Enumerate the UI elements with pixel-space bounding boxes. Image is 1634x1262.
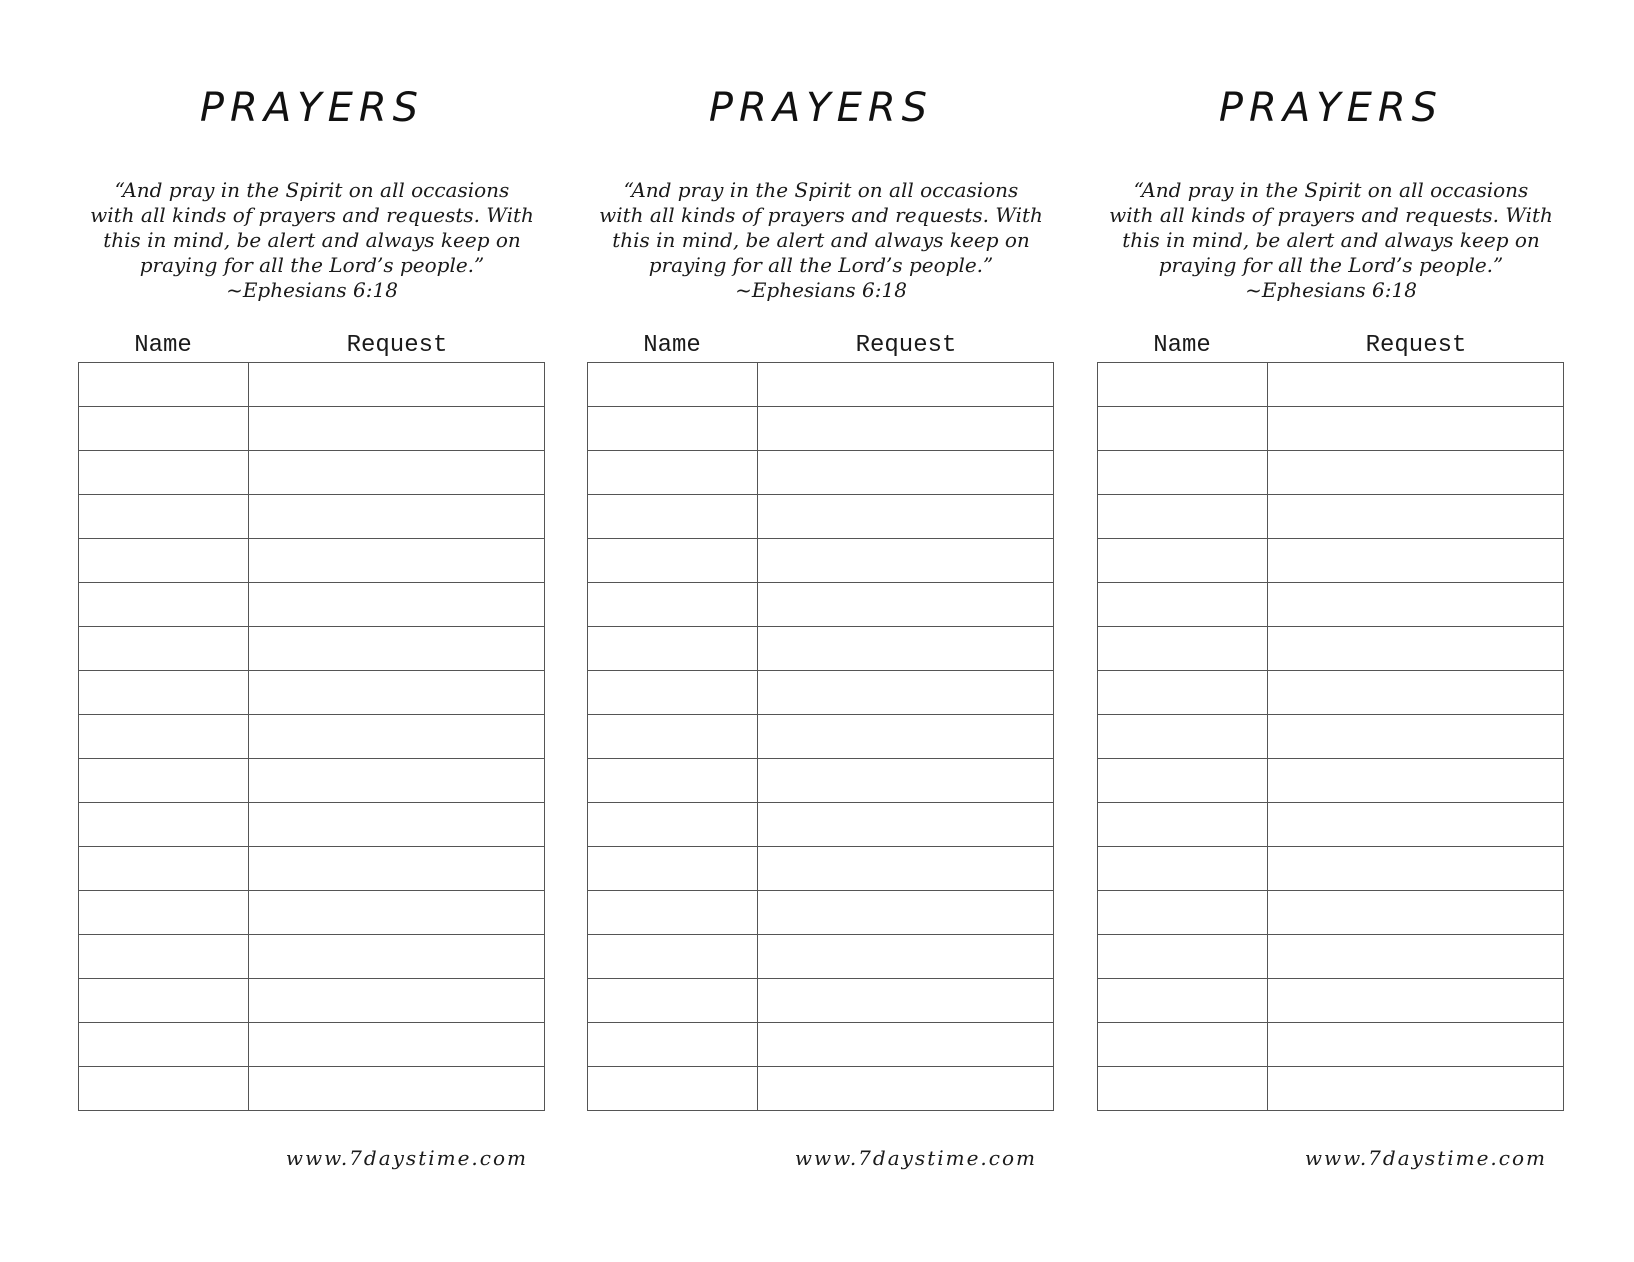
- request-cell[interactable]: [1268, 935, 1564, 979]
- request-cell[interactable]: [758, 803, 1054, 847]
- name-cell[interactable]: [1098, 891, 1268, 935]
- table-row: [588, 539, 1054, 583]
- request-cell[interactable]: [249, 891, 545, 935]
- name-cell[interactable]: [588, 935, 758, 979]
- verse-line: “And pray in the Spirit on all occasions: [114, 178, 510, 202]
- name-cell[interactable]: [1098, 363, 1268, 407]
- request-cell[interactable]: [1268, 539, 1564, 583]
- table-row: [588, 671, 1054, 715]
- request-cell[interactable]: [758, 627, 1054, 671]
- name-cell[interactable]: [588, 979, 758, 1023]
- panel-title: PRAYERS: [1218, 85, 1444, 131]
- name-cell[interactable]: [79, 759, 249, 803]
- verse-line: this in mind, be alert and always keep on: [103, 228, 521, 252]
- name-cell[interactable]: [588, 671, 758, 715]
- table-row: [79, 627, 545, 671]
- table-row: [1098, 583, 1564, 627]
- name-cell[interactable]: [1098, 715, 1268, 759]
- table-row: [588, 407, 1054, 451]
- table-row: [79, 583, 545, 627]
- table-row: [79, 803, 545, 847]
- table-row: [588, 495, 1054, 539]
- table-row: [1098, 671, 1564, 715]
- verse-line: “And pray in the Spirit on all occasions: [623, 178, 1019, 202]
- request-cell[interactable]: [249, 759, 545, 803]
- name-cell[interactable]: [588, 759, 758, 803]
- request-cell[interactable]: [1268, 671, 1564, 715]
- scripture-verse: [78, 178, 546, 303]
- table-row: [1098, 759, 1564, 803]
- column-header-request: Request: [855, 332, 957, 359]
- request-cell[interactable]: [758, 539, 1054, 583]
- name-cell[interactable]: [79, 847, 249, 891]
- name-cell[interactable]: [1098, 539, 1268, 583]
- table-row: [79, 539, 545, 583]
- panel-title: PRAYERS: [708, 85, 934, 131]
- table-row: [1098, 847, 1564, 891]
- verse-line: with all kinds of prayers and requests. With: [1109, 203, 1553, 227]
- name-cell[interactable]: [588, 1023, 758, 1067]
- name-cell[interactable]: [588, 539, 758, 583]
- table-row: [1098, 803, 1564, 847]
- verse-line: this in mind, be alert and always keep on: [1122, 228, 1540, 252]
- verse-line: this in mind, be alert and always keep on: [612, 228, 1030, 252]
- verse-line: with all kinds of prayers and requests. With: [90, 203, 534, 227]
- request-cell[interactable]: [758, 363, 1054, 407]
- table-row: [1098, 1067, 1564, 1111]
- table-row: [79, 979, 545, 1023]
- request-cell[interactable]: [249, 627, 545, 671]
- request-cell[interactable]: [1268, 1067, 1564, 1111]
- table-row: [588, 759, 1054, 803]
- name-cell[interactable]: [588, 495, 758, 539]
- table-row: [79, 715, 545, 759]
- table-row: [588, 891, 1054, 935]
- request-cell[interactable]: [249, 715, 545, 759]
- table-row: [79, 759, 545, 803]
- name-cell[interactable]: [79, 1067, 249, 1111]
- name-cell[interactable]: [588, 715, 758, 759]
- table-row: [588, 451, 1054, 495]
- request-cell[interactable]: [249, 495, 545, 539]
- name-cell[interactable]: [588, 891, 758, 935]
- table-row: [1098, 979, 1564, 1023]
- request-cell[interactable]: [758, 759, 1054, 803]
- name-cell[interactable]: [79, 671, 249, 715]
- table-row: [1098, 539, 1564, 583]
- column-header-name: Name: [1153, 332, 1211, 359]
- request-cell[interactable]: [1268, 759, 1564, 803]
- name-cell[interactable]: [588, 363, 758, 407]
- verse-line: praying for all the Lord’s people.”: [1158, 253, 1504, 277]
- request-cell[interactable]: [758, 847, 1054, 891]
- request-cell[interactable]: [1268, 363, 1564, 407]
- name-cell[interactable]: [79, 803, 249, 847]
- name-cell[interactable]: [1098, 803, 1268, 847]
- name-cell[interactable]: [588, 627, 758, 671]
- table-row: [588, 935, 1054, 979]
- request-cell[interactable]: [1268, 495, 1564, 539]
- table-row: [79, 671, 545, 715]
- table-row: [1098, 451, 1564, 495]
- name-cell[interactable]: [1098, 627, 1268, 671]
- request-cell[interactable]: [249, 451, 545, 495]
- request-cell[interactable]: [1268, 627, 1564, 671]
- table-row: [79, 495, 545, 539]
- table-row: [79, 935, 545, 979]
- request-cell[interactable]: [758, 935, 1054, 979]
- table-row: [1098, 495, 1564, 539]
- request-cell[interactable]: [758, 451, 1054, 495]
- table-row: [1098, 891, 1564, 935]
- website-footer: www.7daystime.com: [285, 1146, 528, 1170]
- column-header-request: Request: [1365, 332, 1467, 359]
- request-cell[interactable]: [249, 363, 545, 407]
- request-cell[interactable]: [1268, 847, 1564, 891]
- table-row: [1098, 1023, 1564, 1067]
- website-footer: www.7daystime.com: [794, 1146, 1037, 1170]
- name-cell[interactable]: [79, 979, 249, 1023]
- request-cell[interactable]: [249, 539, 545, 583]
- name-cell[interactable]: [79, 407, 249, 451]
- prayer-table: [587, 362, 1054, 1111]
- request-cell[interactable]: [249, 1023, 545, 1067]
- name-cell[interactable]: [79, 539, 249, 583]
- request-cell[interactable]: [249, 847, 545, 891]
- table-row: [79, 1067, 545, 1111]
- request-cell[interactable]: [758, 671, 1054, 715]
- request-cell[interactable]: [249, 407, 545, 451]
- request-cell[interactable]: [758, 1067, 1054, 1111]
- prayer-panel-1: [78, 0, 546, 1262]
- verse-reference: ~Ephesians 6:18: [226, 278, 398, 302]
- name-cell[interactable]: [1098, 847, 1268, 891]
- website-footer: www.7daystime.com: [1304, 1146, 1547, 1170]
- table-row: [588, 1067, 1054, 1111]
- name-cell[interactable]: [1098, 759, 1268, 803]
- name-cell[interactable]: [1098, 935, 1268, 979]
- table-row: [79, 407, 545, 451]
- verse-line: with all kinds of prayers and requests. With: [599, 203, 1043, 227]
- column-header-name: Name: [134, 332, 192, 359]
- table-row: [588, 627, 1054, 671]
- table-row: [79, 891, 545, 935]
- prayer-panel-2: [587, 0, 1055, 1262]
- request-cell[interactable]: [758, 407, 1054, 451]
- table-row: [1098, 407, 1564, 451]
- request-cell[interactable]: [249, 1067, 545, 1111]
- request-cell[interactable]: [758, 715, 1054, 759]
- name-cell[interactable]: [79, 891, 249, 935]
- name-cell[interactable]: [79, 1023, 249, 1067]
- request-cell[interactable]: [1268, 451, 1564, 495]
- request-cell[interactable]: [1268, 583, 1564, 627]
- request-cell[interactable]: [1268, 803, 1564, 847]
- name-cell[interactable]: [588, 407, 758, 451]
- name-cell[interactable]: [1098, 979, 1268, 1023]
- verse-reference: ~Ephesians 6:18: [735, 278, 907, 302]
- name-cell[interactable]: [588, 451, 758, 495]
- name-cell[interactable]: [588, 583, 758, 627]
- request-cell[interactable]: [1268, 1023, 1564, 1067]
- name-cell[interactable]: [79, 495, 249, 539]
- table-row: [588, 715, 1054, 759]
- verse-line: praying for all the Lord’s people.”: [139, 253, 485, 277]
- verse-line: praying for all the Lord’s people.”: [648, 253, 994, 277]
- name-cell[interactable]: [588, 803, 758, 847]
- request-cell[interactable]: [1268, 715, 1564, 759]
- name-cell[interactable]: [1098, 407, 1268, 451]
- request-cell[interactable]: [758, 1023, 1054, 1067]
- column-header-name: Name: [643, 332, 701, 359]
- table-row: [588, 583, 1054, 627]
- table-row: [588, 803, 1054, 847]
- table-row: [1098, 363, 1564, 407]
- request-cell[interactable]: [1268, 891, 1564, 935]
- table-row: [1098, 715, 1564, 759]
- request-cell[interactable]: [249, 979, 545, 1023]
- name-cell[interactable]: [1098, 495, 1268, 539]
- prayer-panel-3: [1097, 0, 1565, 1262]
- request-cell[interactable]: [758, 495, 1054, 539]
- request-cell[interactable]: [249, 935, 545, 979]
- request-cell[interactable]: [758, 583, 1054, 627]
- name-cell[interactable]: [588, 1067, 758, 1111]
- name-cell[interactable]: [1098, 583, 1268, 627]
- name-cell[interactable]: [79, 627, 249, 671]
- table-row: [588, 363, 1054, 407]
- name-cell[interactable]: [1098, 1067, 1268, 1111]
- table-row: [79, 1023, 545, 1067]
- scripture-verse: [1097, 178, 1565, 303]
- name-cell[interactable]: [79, 363, 249, 407]
- table-row: [1098, 935, 1564, 979]
- verse-line: “And pray in the Spirit on all occasions: [1133, 178, 1529, 202]
- request-cell[interactable]: [758, 979, 1054, 1023]
- prayer-table: [78, 362, 545, 1111]
- request-cell[interactable]: [249, 803, 545, 847]
- name-cell[interactable]: [79, 451, 249, 495]
- scripture-verse: [587, 178, 1055, 303]
- table-row: [79, 451, 545, 495]
- table-row: [588, 847, 1054, 891]
- request-cell[interactable]: [1268, 407, 1564, 451]
- request-cell[interactable]: [1268, 979, 1564, 1023]
- table-row: [588, 979, 1054, 1023]
- name-cell[interactable]: [79, 935, 249, 979]
- name-cell[interactable]: [1098, 671, 1268, 715]
- request-cell[interactable]: [758, 891, 1054, 935]
- name-cell[interactable]: [79, 715, 249, 759]
- name-cell[interactable]: [1098, 451, 1268, 495]
- panel-title: PRAYERS: [199, 85, 425, 131]
- prayer-table: [1097, 362, 1564, 1111]
- request-cell[interactable]: [249, 583, 545, 627]
- name-cell[interactable]: [79, 583, 249, 627]
- name-cell[interactable]: [1098, 1023, 1268, 1067]
- table-row: [79, 847, 545, 891]
- table-row: [588, 1023, 1054, 1067]
- column-header-request: Request: [346, 332, 448, 359]
- table-row: [1098, 627, 1564, 671]
- table-row: [79, 363, 545, 407]
- verse-reference: ~Ephesians 6:18: [1245, 278, 1417, 302]
- request-cell[interactable]: [249, 671, 545, 715]
- name-cell[interactable]: [588, 847, 758, 891]
